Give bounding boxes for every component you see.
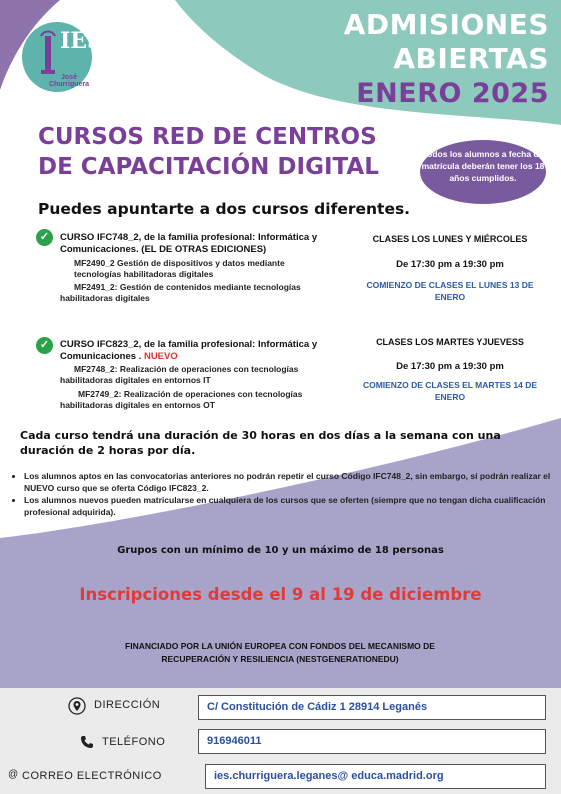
new-badge: NUEVO	[143, 351, 178, 362]
subtitle: Puedes apuntarte a dos cursos diferentes.	[38, 200, 411, 218]
address-label: DIRECCIÓN	[94, 699, 161, 711]
note-item: • Los alumnos nuevos pueden matricularse en cualquiera de los cursos que se oferten (siempre que no tengan dicha cualificación profesional adquirida).	[24, 494, 554, 518]
note-item: • Los alumnos aptos en las convocatorias anteriores no podrán repetir el curso Código IFC748_2, sin embargo, sí podrán realizar el NUEVO curso que se oferta Código IFC823_2.	[24, 470, 554, 494]
logo-subtitle: José Churriguera	[48, 74, 90, 88]
duration-text: Cada curso tendrá una duración de 30 horas en dos días a la semana con una duración de 2 horas por día.	[20, 429, 501, 457]
admissions-line-1: ADMISIONES	[343, 8, 549, 41]
course-1-title: CURSO IFC748_2, de la familia profesional: Informática y Comunicaciones. (EL DE OTRAS EDICIONES)	[60, 232, 318, 255]
column-icon	[38, 30, 58, 80]
course-2-title-text: CURSO IFC823_2, de la familia profesional: Informática y Comunicaciones .	[60, 339, 318, 362]
phone-icon	[80, 735, 94, 749]
admissions-date: ENERO 2025	[356, 78, 549, 109]
address-field: C/ Constitución de Cádiz 1 28914 Leganés	[198, 695, 546, 720]
registration-dates: Inscripciones desde el 9 al 19 de diciembre	[79, 585, 482, 604]
school-logo	[22, 22, 103, 92]
email-field[interactable]: ies.churriguera.leganes@ educa.madrid.org	[205, 764, 546, 789]
course-1-module-1: MF2490_2 Gestión de dispositivos y datos mediante tecnologías habilitadoras digitales	[74, 258, 285, 279]
age-requirement-badge: Todos los alumnos a fecha de matrícula deberán tener los 18 años cumplidos.	[420, 140, 546, 204]
funding-text: FINANCIADO POR LA UNIÓN EUROPEA CON FONDOS DEL MECANISMO DE RECUPERACIÓN Y RESILIENCIA (NESTGENERATIONEDU)	[125, 641, 435, 664]
location-pin-icon	[68, 697, 86, 715]
course-2-schedule-days: CLASES LOS MARTES YJUEVESS	[376, 337, 524, 347]
course-1-start-date: COMIENZO DE CLASES EL LUNES 13 DE ENERO	[366, 280, 534, 302]
admissions-line-2: ABIERTAS	[393, 42, 549, 75]
course-1-schedule-time: De 17:30 pm a 19:30 pm	[396, 259, 504, 270]
course-2-module-1: MF2748_2: Realización de operaciones con tecnologías habilitadoras digitales en entornos IT	[60, 364, 299, 385]
notes-list	[10, 470, 554, 518]
phone-field: 916946011	[198, 729, 546, 754]
course-2-schedule-time: De 17:30 pm a 19:30 pm	[396, 361, 504, 372]
course-2-title	[60, 339, 350, 363]
course-1-module-2: MF2491_2: Gestión de contenidos mediante tecnologías habilitadoras digitales	[60, 282, 301, 303]
check-icon: ✓	[36, 229, 53, 246]
at-sign-icon: @	[8, 769, 19, 780]
phone-label: TELÉFONO	[102, 736, 166, 748]
course-2-start-date: COMIENZO DE CLASES EL MARTES 14 DE ENERO	[362, 380, 538, 402]
check-icon: ✓	[36, 337, 53, 354]
group-size-text: Grupos con un mínimo de 10 y un máximo de 18 personas	[117, 545, 444, 556]
course-1-schedule-days: CLASES LOS LUNES Y MIÉRCOLES	[372, 234, 528, 244]
email-label: CORREO ELECTRÓNICO	[22, 770, 162, 782]
logo-title: IES	[60, 28, 103, 54]
course-2-module-2: MF2749_2: Realización de operaciones con tecnologías habilitadoras digitales en entornos OT	[60, 389, 303, 410]
page-title: CURSOS RED DE CENTROS DE CAPACITACIÓN DIGITAL	[38, 124, 379, 180]
